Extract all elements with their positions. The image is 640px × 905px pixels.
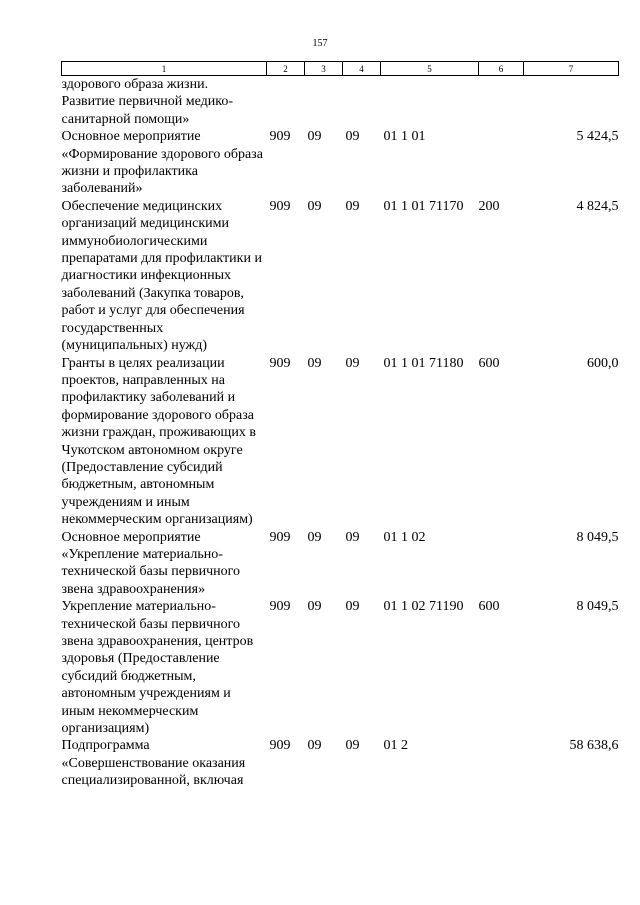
row-name: Основное мероприятие «Укрепление материально-технической базы первичного звена здравоохранения» bbox=[61, 529, 241, 597]
table-row bbox=[62, 76, 619, 129]
row-amount: 8 049,5 bbox=[576, 599, 619, 615]
table-row bbox=[62, 529, 619, 599]
row-target: 01 1 02 bbox=[383, 529, 426, 545]
row-name: Обеспечение медицинских организаций медицинскими иммунобиологическими препаратами для профилактики и диагностики инфекционных заболеваний (Закупка товаров, работ и услуг для обеспечения государственных (муниципальных) нужд) bbox=[61, 198, 262, 354]
column-header: 3 bbox=[305, 62, 343, 76]
column-header: 1 bbox=[62, 62, 267, 76]
row-amount bbox=[524, 76, 619, 129]
row-target: 01 1 01 71170 bbox=[383, 198, 464, 214]
row-subsection bbox=[343, 76, 381, 129]
column-header: 2 bbox=[267, 62, 305, 76]
table-row bbox=[62, 198, 619, 355]
table-row bbox=[62, 355, 619, 529]
table-header-row bbox=[62, 62, 619, 76]
row-type: 600 bbox=[478, 599, 500, 615]
row-subsection: 09 bbox=[345, 738, 360, 754]
page-number: 157 bbox=[312, 38, 328, 49]
row-type bbox=[479, 529, 524, 599]
row-subsection: 09 bbox=[345, 599, 360, 615]
column-header: 6 bbox=[479, 62, 524, 76]
row-ministry: 909 bbox=[269, 129, 291, 145]
row-type bbox=[479, 737, 524, 789]
row-target: 01 1 01 71180 bbox=[383, 355, 464, 371]
row-target: 01 1 02 71190 bbox=[383, 599, 464, 615]
column-header: 7 bbox=[524, 62, 619, 76]
row-section: 09 bbox=[307, 198, 322, 214]
row-target: 01 1 01 bbox=[383, 129, 426, 145]
row-amount: 600,0 bbox=[587, 355, 619, 371]
row-subsection: 09 bbox=[345, 198, 360, 214]
column-header: 4 bbox=[343, 62, 381, 76]
row-ministry bbox=[267, 76, 305, 129]
table-row bbox=[62, 598, 619, 737]
row-section: 09 bbox=[307, 529, 322, 545]
row-section bbox=[305, 76, 343, 129]
row-amount: 58 638,6 bbox=[569, 738, 619, 754]
column-header: 5 bbox=[381, 62, 479, 76]
row-subsection: 09 bbox=[345, 129, 360, 145]
row-ministry: 909 bbox=[269, 529, 291, 545]
row-name: Основное мероприятие «Формирование здорового образа жизни и профилактика заболеваний» bbox=[61, 129, 263, 197]
table-row bbox=[62, 737, 619, 789]
row-type bbox=[479, 128, 524, 198]
row-ministry: 909 bbox=[269, 198, 291, 214]
row-amount: 5 424,5 bbox=[576, 129, 619, 145]
budget-table bbox=[61, 61, 619, 790]
row-type: 200 bbox=[478, 198, 500, 214]
row-target bbox=[381, 76, 479, 129]
table-row bbox=[62, 128, 619, 198]
row-name: здорового образа жизни. Развитие первичной медико-санитарной помощи» bbox=[61, 77, 234, 127]
row-ministry: 909 bbox=[269, 355, 291, 371]
row-name: Подпрограмма «Совершенствование оказания специализированной, включая bbox=[61, 738, 246, 789]
row-type: 600 bbox=[478, 355, 500, 371]
row-name: Укрепление материально-технической базы первичного звена здравоохранения, центров здоровья (Предоставление субсидий бюджетным, автономным учреждениям и иным некоммерческим организациям) bbox=[61, 599, 254, 737]
row-amount: 8 049,5 bbox=[576, 529, 619, 545]
row-type bbox=[479, 76, 524, 129]
row-section: 09 bbox=[307, 599, 322, 615]
row-section: 09 bbox=[307, 129, 322, 145]
row-subsection: 09 bbox=[345, 529, 360, 545]
row-name: Гранты в целях реализации проектов, направленных на профилактику заболеваний и формирование здорового образа жизни граждан, проживающих в Чукотском автономном округе (Предоставление субсидий бюджетным, автономным учреждениям и иным некоммерческим организациям) bbox=[61, 355, 256, 528]
row-subsection: 09 bbox=[345, 355, 360, 371]
row-section: 09 bbox=[307, 355, 322, 371]
row-ministry: 909 bbox=[269, 738, 291, 754]
row-ministry: 909 bbox=[269, 599, 291, 615]
row-section: 09 bbox=[307, 738, 322, 754]
row-amount: 4 824,5 bbox=[576, 198, 619, 214]
row-target: 01 2 bbox=[383, 738, 408, 754]
